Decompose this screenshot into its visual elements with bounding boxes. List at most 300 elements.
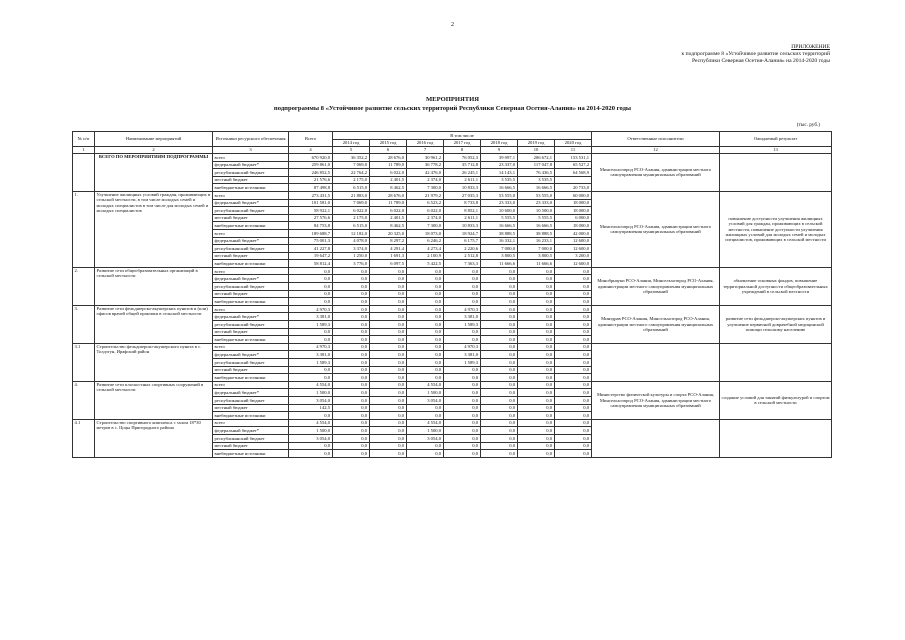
cell-year-value: 0,0 xyxy=(444,366,481,374)
cell-year-value: 0,0 xyxy=(518,450,555,458)
column-number: 9 xyxy=(481,147,518,154)
cell-year-value: 0,0 xyxy=(370,419,407,427)
cell-year-value: 7 300,0 xyxy=(407,222,444,230)
cell-year-value: 0,0 xyxy=(370,275,407,283)
cell-total: 189 688,7 xyxy=(289,229,333,237)
cell-year-value: 0,0 xyxy=(333,381,370,389)
cell-year-value: 0,0 xyxy=(518,427,555,435)
cell-year-value: 0,0 xyxy=(444,389,481,397)
measure-name: Развитие сети фельдшерско-акушерских пунктов и (или) офисов врачей общей практики в сельской местности xyxy=(95,305,213,343)
cell-year-value: 7 069,0 xyxy=(333,199,370,207)
cell-year-value: 2 220,6 xyxy=(444,245,481,253)
cell-year-value: 16 666,5 xyxy=(481,184,518,192)
funding-source: республиканский бюджет xyxy=(213,396,289,404)
funding-source: всего xyxy=(213,381,289,389)
cell-total: 0,0 xyxy=(289,267,333,275)
cell-year-value: 26 245,1 xyxy=(444,169,481,177)
expected-result xyxy=(720,419,832,457)
cell-year-value: 0,0 xyxy=(333,328,370,336)
funding-source: федеральный бюджет* xyxy=(213,351,289,359)
table-row xyxy=(73,419,832,427)
cell-year-value xyxy=(555,176,592,184)
document-subtitle: подпрограммы 8 «Устойчивое развитие сельских территорий Республики Северная Осетия-Алания» на 2014-2020 годы xyxy=(273,104,632,112)
table-row xyxy=(73,267,832,275)
cell-year-value: 0,0 xyxy=(370,359,407,367)
cell-year-value: 0,0 xyxy=(370,283,407,291)
cell-year-value: 0,0 xyxy=(407,343,444,351)
cell-year-value: 4 273,4 xyxy=(407,245,444,253)
cell-year-value: 6 000,0 xyxy=(555,214,592,222)
cell-year-value: 0,0 xyxy=(481,381,518,389)
cell-year-value: 0,0 xyxy=(333,450,370,458)
header-year: 2018 год xyxy=(481,139,518,147)
cell-year-value: 0,0 xyxy=(407,366,444,374)
cell-year-value: 14 143,1 xyxy=(481,169,518,177)
cell-year-value: 23 337,0 xyxy=(481,161,518,169)
cell-year-value: 3 381,0 xyxy=(444,351,481,359)
responsible-executors: Минсельхозпрод РСО-Алания, администрации местного самоуправления муниципальных образований xyxy=(592,191,720,267)
column-number: 13 xyxy=(720,147,832,154)
cell-year-value: 0,0 xyxy=(481,404,518,412)
cell-year-value: 0,0 xyxy=(370,450,407,458)
cell-year-value: 0,0 xyxy=(370,351,407,359)
cell-year-value: 0,0 xyxy=(370,381,407,389)
column-number: 10 xyxy=(518,147,555,154)
cell-total: 3 054,0 xyxy=(289,396,333,404)
cell-year-value: 0,0 xyxy=(555,412,592,420)
cell-year-value: 2 100,9 xyxy=(407,252,444,260)
cell-year-value: 0,0 xyxy=(333,305,370,313)
cell-year-value: 4 970,3 xyxy=(444,343,481,351)
cell-year-value: 0,0 xyxy=(481,305,518,313)
cell-year-value: 0,0 xyxy=(481,442,518,450)
header-years-group: В том числе xyxy=(333,132,592,140)
funding-source: внебюджетные источники xyxy=(213,412,289,420)
cell-year-value: 0,0 xyxy=(518,359,555,367)
funding-source: всего xyxy=(213,419,289,427)
cell-year-value: 0,0 xyxy=(407,351,444,359)
cell-year-value: 0,0 xyxy=(481,351,518,359)
cell-total: 142,5 xyxy=(289,404,333,412)
funding-source: республиканский бюджет xyxy=(213,321,289,329)
cell-year-value: 0,0 xyxy=(481,298,518,306)
cell-year-value: 6 246,2 xyxy=(407,237,444,245)
cell-year-value: 8 297,2 xyxy=(370,237,407,245)
cell-year-value: 42 000,0 xyxy=(555,229,592,237)
responsible-executors: Минсельхозпрод РСО-Алания, администрации местного самоуправления муниципальных образований xyxy=(592,153,720,191)
cell-year-value: 0,0 xyxy=(333,275,370,283)
cell-year-value: 0,0 xyxy=(370,305,407,313)
cell-total: 4 970,3 xyxy=(289,343,333,351)
cell-year-value: 16 332,1 xyxy=(481,237,518,245)
cell-total: 41 227,8 xyxy=(289,245,333,253)
cell-year-value: 0,0 xyxy=(333,396,370,404)
cell-year-value: 2 401,5 xyxy=(370,176,407,184)
cell-year-value: 2 611,1 xyxy=(444,214,481,222)
cell-total: 58 812,4 xyxy=(289,260,333,268)
measures-table xyxy=(72,131,832,458)
cell-year-value: 23 333,0 xyxy=(481,199,518,207)
table-row xyxy=(73,153,832,161)
cell-year-value: 0,0 xyxy=(555,298,592,306)
expected-result: создание условий для занятий физкультурой и спортом в сельской местности xyxy=(720,381,832,419)
table-body xyxy=(73,153,832,457)
cell-total: 4 554,0 xyxy=(289,381,333,389)
cell-year-value: 0,0 xyxy=(555,267,592,275)
funding-source: федеральный бюджет* xyxy=(213,275,289,283)
cell-year-value: 0,0 xyxy=(444,442,481,450)
cell-year-value: 3 200,0 xyxy=(555,252,592,260)
cell-year-value: 0,0 xyxy=(370,404,407,412)
measure-name: Улучшение жилищных условий граждан, проживающих в сельской местности, в том числе молодых семей и молодых специалистов в том числе для молодых семей и молодых специалистов xyxy=(95,191,213,267)
cell-year-value: 0,0 xyxy=(555,351,592,359)
funding-source: всего xyxy=(213,267,289,275)
cell-year-value: 0,0 xyxy=(333,351,370,359)
cell-year-value: 0,0 xyxy=(555,359,592,367)
cell-year-value: 0,0 xyxy=(444,404,481,412)
cell-year-value: 4 554,0 xyxy=(407,381,444,389)
cell-year-value: 0,0 xyxy=(518,313,555,321)
funding-source: всего xyxy=(213,191,289,199)
cell-total: 0,0 xyxy=(289,290,333,298)
cell-year-value: 0,0 xyxy=(481,450,518,458)
funding-source: федеральный бюджет* xyxy=(213,427,289,435)
cell-year-value: 0,0 xyxy=(444,434,481,442)
cell-year-value: 42 476,0 xyxy=(407,169,444,177)
cell-year-value: 0,0 xyxy=(518,412,555,420)
cell-year-value: 8 733,8 xyxy=(444,199,481,207)
cell-year-value: 2 374,0 xyxy=(407,176,444,184)
cell-year-value: 0,0 xyxy=(518,267,555,275)
responsible-executors xyxy=(592,343,720,381)
cell-total: 0,0 xyxy=(289,450,333,458)
cell-year-value: 7 000,0 xyxy=(481,245,518,253)
cell-year-value: 0,0 xyxy=(481,267,518,275)
cell-year-value: 21 979,2 xyxy=(407,191,444,199)
cell-total: 0,0 xyxy=(289,412,333,420)
column-number: 3 xyxy=(213,147,289,154)
cell-year-value: 0,0 xyxy=(407,321,444,329)
measure-name: ВСЕГО ПО МЕРОПРИЯТИЯМ ПОДПРОГРАММЫ xyxy=(95,153,213,191)
cell-total: 101 581,0 xyxy=(289,199,333,207)
appendix-block xyxy=(590,44,830,65)
funding-source: федеральный бюджет* xyxy=(213,237,289,245)
cell-year-value: 0,0 xyxy=(333,298,370,306)
cell-year-value: 0,0 xyxy=(370,434,407,442)
cell-year-value: 3 374,0 xyxy=(333,245,370,253)
cell-year-value: 0,0 xyxy=(481,336,518,344)
cell-year-value: 0,0 xyxy=(481,275,518,283)
funding-source: внебюджетные источники xyxy=(213,222,289,230)
cell-year-value: 0,0 xyxy=(555,290,592,298)
cell-year-value: 0,0 xyxy=(555,343,592,351)
cell-year-value: 0,0 xyxy=(481,290,518,298)
cell-year-value: 0,0 xyxy=(518,275,555,283)
cell-total: 87 498,8 xyxy=(289,184,333,192)
cell-year-value: 0,0 xyxy=(518,381,555,389)
measure-name: Развитие сети плоскостных спортивных сооружений в сельской местности xyxy=(95,381,213,419)
header-year: 2014 год xyxy=(333,139,370,147)
cell-total: 273 431,5 xyxy=(289,191,333,199)
cell-year-value: 3 054,0 xyxy=(407,396,444,404)
cell-year-value: 7 300,0 xyxy=(407,184,444,192)
cell-year-value: 18 000,0 xyxy=(555,222,592,230)
cell-year-value: 0,0 xyxy=(444,275,481,283)
cell-year-value: 3 535,5 xyxy=(481,176,518,184)
cell-year-value: 0,0 xyxy=(333,434,370,442)
cell-year-value: 0,0 xyxy=(481,283,518,291)
cell-year-value: 0,0 xyxy=(444,267,481,275)
funding-source: местный бюджет xyxy=(213,328,289,336)
cell-year-value: 0,0 xyxy=(481,419,518,427)
cell-total: 1 500,0 xyxy=(289,427,333,435)
table-row xyxy=(73,191,832,199)
cell-year-value: 0,0 xyxy=(444,427,481,435)
cell-total: 27 576,6 xyxy=(289,214,333,222)
column-number: 11 xyxy=(555,147,592,154)
cell-year-value: 0,0 xyxy=(407,336,444,344)
cell-year-value: 0,0 xyxy=(555,427,592,435)
cell-year-value: 22 764,2 xyxy=(333,169,370,177)
cell-year-value: 0,0 xyxy=(370,298,407,306)
cell-year-value: 0,0 xyxy=(555,434,592,442)
cell-year-value: 117 047,8 xyxy=(518,161,555,169)
funding-source: федеральный бюджет* xyxy=(213,313,289,321)
cell-year-value: 0,0 xyxy=(444,450,481,458)
column-number: 2 xyxy=(95,147,213,154)
expected-result: обновление основных фондов, повышение территориальной доступности общеобразовательных учреждений в сельской местности xyxy=(720,267,832,305)
cell-year-value: 16 233,1 xyxy=(518,237,555,245)
cell-total: 0,0 xyxy=(289,442,333,450)
cell-year-value: 0,0 xyxy=(481,434,518,442)
cell-total: 58 922,1 xyxy=(289,207,333,215)
cell-year-value: 0,0 xyxy=(444,374,481,382)
cell-year-value: 0,0 xyxy=(333,283,370,291)
table-row xyxy=(73,343,832,351)
cell-year-value: 0,0 xyxy=(518,396,555,404)
header-year: 2015 год xyxy=(370,139,407,147)
cell-year-value: 3 381,0 xyxy=(444,313,481,321)
cell-year-value: 2 401,5 xyxy=(370,214,407,222)
cell-year-value: 0,0 xyxy=(370,374,407,382)
cell-year-value: 21 883,0 xyxy=(333,191,370,199)
cell-year-value: 76 052,3 xyxy=(444,153,481,161)
responsible-executors: Минобрнауки РСО-Алания, Минсельхозпрод РСО-Алания, администрации местного самоуправления муниципальных образований xyxy=(592,267,720,305)
cell-year-value: 5 555,5 xyxy=(481,214,518,222)
cell-year-value: 0,0 xyxy=(518,305,555,313)
cell-year-value: 0,0 xyxy=(407,328,444,336)
cell-year-value: 0,0 xyxy=(444,298,481,306)
cell-year-value: 1 500,0 xyxy=(407,427,444,435)
table-header xyxy=(73,132,832,154)
cell-total: 75 001,3 xyxy=(289,237,333,245)
cell-year-value: 0,0 xyxy=(333,359,370,367)
cell-year-value: 0,0 xyxy=(407,305,444,313)
cell-year-value: 6 022,0 xyxy=(370,207,407,215)
cell-year-value: 0,0 xyxy=(481,321,518,329)
header-total: Всего xyxy=(289,132,333,147)
cell-year-value: 4 554,0 xyxy=(407,419,444,427)
cell-year-value: 12 600,0 xyxy=(555,260,592,268)
cell-year-value: 53 555,0 xyxy=(481,191,518,199)
cell-year-value: 1 500,0 xyxy=(407,389,444,397)
funding-source: внебюджетные источники xyxy=(213,374,289,382)
cell-year-value: 0,0 xyxy=(518,283,555,291)
cell-year-value: 0,0 xyxy=(407,374,444,382)
cell-year-value: 0,0 xyxy=(407,412,444,420)
funding-source: федеральный бюджет* xyxy=(213,389,289,397)
cell-year-value: 0,0 xyxy=(481,366,518,374)
cell-year-value: 0,0 xyxy=(370,389,407,397)
funding-source: местный бюджет xyxy=(213,366,289,374)
cell-year-value: 0,0 xyxy=(407,275,444,283)
cell-year-value: 36 352,2 xyxy=(333,153,370,161)
cell-year-value: 6 097,5 xyxy=(370,260,407,268)
header-year: 2020 год xyxy=(555,139,592,147)
cell-total: 246 852,5 xyxy=(289,169,333,177)
cell-year-value: 8 462,5 xyxy=(370,184,407,192)
cell-year-value: 6 022,0 xyxy=(370,169,407,177)
cell-year-value: 2 374,0 xyxy=(407,214,444,222)
appendix-title: ПРИЛОЖЕНИЕ xyxy=(791,44,830,50)
measure-number: 1. xyxy=(73,191,95,267)
cell-year-value: 0,0 xyxy=(518,442,555,450)
cell-year-value: 0,0 xyxy=(555,404,592,412)
cell-year-value: 0,0 xyxy=(518,321,555,329)
cell-year-value: 0,0 xyxy=(555,305,592,313)
header-effect: Ожидаемый результат xyxy=(720,132,832,147)
cell-year-value: 18 000,0 xyxy=(555,199,592,207)
cell-year-value: 0,0 xyxy=(518,419,555,427)
cell-total: 19 647,2 xyxy=(289,252,333,260)
cell-total: 21 576,6 xyxy=(289,176,333,184)
cell-year-value: 12 600,0 xyxy=(555,245,592,253)
funding-source: местный бюджет xyxy=(213,404,289,412)
cell-year-value: 0,0 xyxy=(555,450,592,458)
cell-year-value: 0,0 xyxy=(333,366,370,374)
cell-year-value: 6 523,2 xyxy=(407,199,444,207)
cell-year-value: 38 888,5 xyxy=(481,229,518,237)
cell-year-value: 1 589,3 xyxy=(444,359,481,367)
measure-number: 4.1 xyxy=(73,419,95,457)
cell-year-value: 16 666,5 xyxy=(518,184,555,192)
funding-source: всего xyxy=(213,343,289,351)
cell-year-value: 7 000,0 xyxy=(518,245,555,253)
cell-year-value: 76 436,5 xyxy=(518,169,555,177)
cell-year-value: 6 022,0 xyxy=(333,207,370,215)
cell-year-value: 0,0 xyxy=(370,412,407,420)
cell-year-value: 12 600,0 xyxy=(555,237,592,245)
cell-year-value: 0,0 xyxy=(555,374,592,382)
table-row xyxy=(73,381,832,389)
cell-year-value: 4 291,4 xyxy=(370,245,407,253)
measure-number: 3. xyxy=(73,305,95,343)
cell-year-value: 0,0 xyxy=(370,442,407,450)
funding-source: всего xyxy=(213,229,289,237)
cell-year-value: 6 175,7 xyxy=(444,237,481,245)
funding-source: республиканский бюджет xyxy=(213,245,289,253)
cell-year-value: 0,0 xyxy=(481,313,518,321)
funding-source: республиканский бюджет xyxy=(213,359,289,367)
cell-year-value: 0,0 xyxy=(481,389,518,397)
responsible-executors: Министерство физической культуры и спорта РСО-Алания, Минсельхозпрод РСО-Алания, администрации местного самоуправления муниципальных образований xyxy=(592,381,720,419)
appendix-line-2: Республики Северная Осетия-Алания» на 2014-2020 годы xyxy=(692,58,830,64)
cell-year-value: 18 073,0 xyxy=(407,229,444,237)
cell-year-value: 0,0 xyxy=(370,396,407,404)
cell-year-value: 65 527,2 xyxy=(555,161,592,169)
cell-year-value: 0,0 xyxy=(370,290,407,298)
cell-year-value: 0,0 xyxy=(518,434,555,442)
cell-year-value: 0,0 xyxy=(370,427,407,435)
cell-year-value: 7 363,3 xyxy=(444,260,481,268)
cell-year-value: 0,0 xyxy=(407,404,444,412)
funding-source: республиканский бюджет xyxy=(213,169,289,177)
column-number: 8 xyxy=(444,147,481,154)
cell-year-value: 0,0 xyxy=(444,396,481,404)
cell-total: 670 920,0 xyxy=(289,153,333,161)
cell-year-value: 0,0 xyxy=(518,290,555,298)
cell-year-value: 10 833,3 xyxy=(444,222,481,230)
cell-year-value: 0,0 xyxy=(481,328,518,336)
cell-year-value: 0,0 xyxy=(333,321,370,329)
cell-year-value: 0,0 xyxy=(370,343,407,351)
appendix-line-1: к подпрограмме 8 «Устойчивое развитие сельских территорий xyxy=(681,51,830,57)
cell-year-value: 0,0 xyxy=(555,419,592,427)
table-row xyxy=(73,305,832,313)
cell-year-value: 0,0 xyxy=(518,336,555,344)
cell-year-value: 0,0 xyxy=(333,374,370,382)
cell-total: 1 500,0 xyxy=(289,389,333,397)
cell-year-value: 4 970,3 xyxy=(444,305,481,313)
cell-year-value: 0,0 xyxy=(333,389,370,397)
cell-year-value: 0,0 xyxy=(518,328,555,336)
cell-year-value: 2 611,1 xyxy=(444,176,481,184)
cell-year-value: 3 800,5 xyxy=(481,252,518,260)
column-number: 6 xyxy=(370,147,407,154)
cell-year-value: 0,0 xyxy=(407,313,444,321)
measure-name: Строительство спортивного комплекса с залом 18*30 метров в с. Цоцы Пригородного района xyxy=(95,419,213,457)
responsible-executors: Минздрав РСО-Алания, Минсельхозпрод РСО-Алания, администрации местного самоуправления муниципальных образований xyxy=(592,305,720,343)
cell-year-value: 53 555,0 xyxy=(518,191,555,199)
cell-year-value: 11 789,0 xyxy=(370,161,407,169)
funding-source: местный бюджет xyxy=(213,214,289,222)
header-source: Источники ресурсного обеспечения xyxy=(213,132,289,147)
funding-source: федеральный бюджет* xyxy=(213,161,289,169)
cell-total: 1 589,3 xyxy=(289,359,333,367)
cell-year-value: 0,0 xyxy=(444,328,481,336)
funding-source: местный бюджет xyxy=(213,442,289,450)
cell-year-value: 0,0 xyxy=(518,389,555,397)
column-number: 7 xyxy=(407,147,444,154)
cell-year-value: 0,0 xyxy=(481,343,518,351)
cell-year-value: 16 666,5 xyxy=(481,222,518,230)
funding-source: местный бюджет xyxy=(213,290,289,298)
cell-year-value: 36 778,2 xyxy=(407,161,444,169)
header-responsible: Ответственные исполнители xyxy=(592,132,720,147)
cell-year-value: 0,0 xyxy=(518,351,555,359)
cell-year-value: 0,0 xyxy=(555,283,592,291)
cell-total: 0,0 xyxy=(289,283,333,291)
header-year: 2019 год xyxy=(518,139,555,147)
cell-year-value: 0,0 xyxy=(518,374,555,382)
cell-year-value: 2 175,0 xyxy=(333,214,370,222)
cell-year-value: 0,0 xyxy=(481,412,518,420)
measure-name: Строительство фельдшерско-акушерского пункта в с. Толдзгун, Ирафский район xyxy=(95,343,213,381)
cell-total: 0,0 xyxy=(289,366,333,374)
cell-year-value: 0,0 xyxy=(444,412,481,420)
cell-year-value: 0,0 xyxy=(481,374,518,382)
cell-year-value: 5 422,5 xyxy=(407,260,444,268)
